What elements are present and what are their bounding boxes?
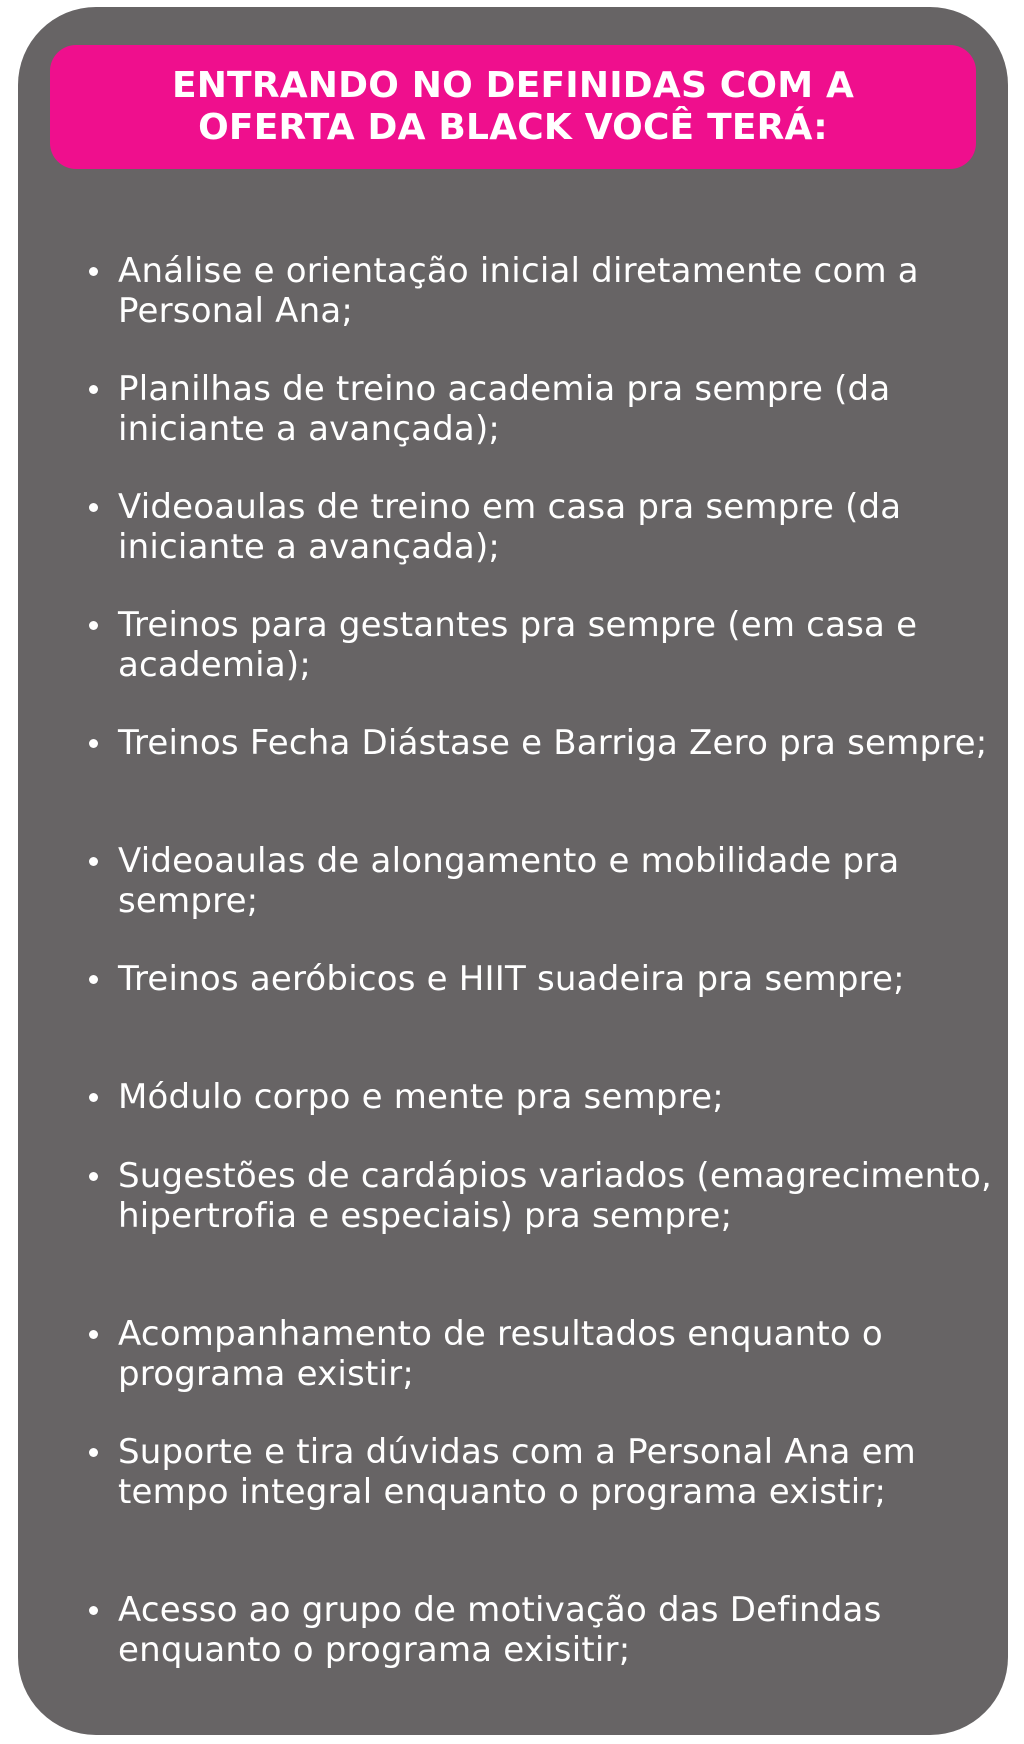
benefit-text: Sugestões de cardápios variados (emagrecimento, hipertrofia e especiais) pra sempre; <box>118 1156 992 1236</box>
benefit-item <box>83 487 1003 567</box>
offer-card <box>18 7 1008 1735</box>
benefit-item <box>83 1590 1003 1670</box>
benefit-item <box>83 369 1003 449</box>
bullet-icon <box>89 1093 98 1102</box>
bullet-icon <box>89 1330 98 1339</box>
benefit-text: Videoaulas de alongamento e mobilidade pra sempre; <box>118 841 900 921</box>
bullet-icon <box>89 621 98 630</box>
benefit-text: Treinos aeróbicos e HIIT suadeira pra sempre; <box>118 959 905 999</box>
bullet-icon <box>89 503 98 512</box>
benefit-text: Acompanhamento de resultados enquanto o programa existir; <box>118 1314 883 1394</box>
benefit-item <box>83 723 1003 763</box>
benefit-item <box>83 1156 1003 1236</box>
benefit-text: Análise e orientação inicial diretamente com a Personal Ana; <box>118 251 919 331</box>
bullet-icon <box>89 857 98 866</box>
bullet-icon <box>89 1172 98 1181</box>
benefit-item <box>83 1314 1003 1394</box>
benefit-item <box>83 251 1003 331</box>
benefit-text: Treinos para gestantes pra sempre (em casa e academia); <box>118 605 918 685</box>
benefit-item <box>83 1077 1003 1117</box>
benefit-item <box>83 605 1003 685</box>
benefit-text: Videoaulas de treino em casa pra sempre (da iniciante a avançada); <box>118 487 902 567</box>
benefit-text: Planilhas de treino academia pra sempre (da iniciante a avançada); <box>118 369 891 449</box>
bullet-icon <box>89 975 98 984</box>
bullet-icon <box>89 385 98 394</box>
benefit-text: Módulo corpo e mente pra sempre; <box>118 1077 724 1117</box>
offer-banner <box>50 45 976 169</box>
benefit-text: Treinos Fecha Diástase e Barriga Zero pra sempre; <box>118 723 988 763</box>
bullet-icon <box>89 739 98 748</box>
benefit-text: Acesso ao grupo de motivação das Defindas enquanto o programa exisitir; <box>118 1590 882 1670</box>
banner-title: ENTRANDO NO DEFINIDAS COM A OFERTA DA BLACK VOCÊ TERÁ: <box>171 65 855 148</box>
benefit-item <box>83 1432 1003 1512</box>
benefit-item <box>83 841 1003 921</box>
bullet-icon <box>89 1448 98 1457</box>
bullet-icon <box>89 1606 98 1615</box>
benefit-text: Suporte e tira dúvidas com a Personal Ana em tempo integral enquanto o programa existir; <box>118 1432 917 1512</box>
benefit-item <box>83 959 1003 999</box>
bullet-icon <box>89 267 98 276</box>
